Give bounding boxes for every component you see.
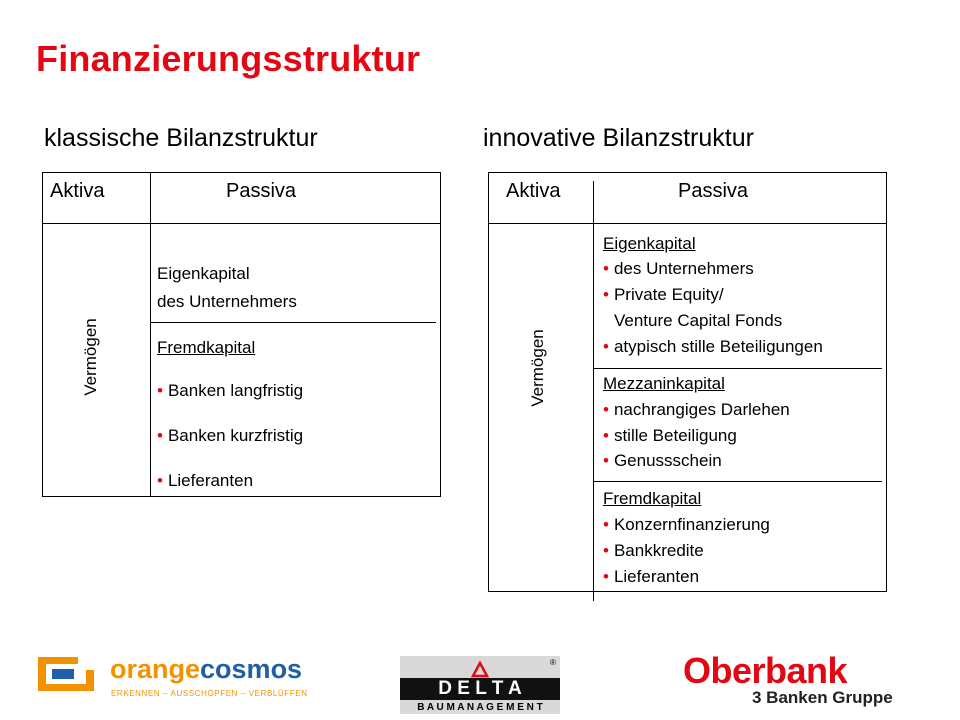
list-item: • Banken kurzfristig	[157, 426, 304, 445]
classic-eigen-divider	[150, 322, 436, 323]
oberbank-wordmark: Oberbank	[683, 650, 848, 691]
bullet-icon: •	[603, 515, 609, 534]
list-item: • Private Equity/	[603, 285, 724, 304]
bullet-icon: •	[157, 471, 163, 490]
innovative-fremdkapital-heading: Fremdkapital	[603, 489, 702, 508]
bullet-icon: •	[603, 541, 609, 560]
list-item: • Banken langfristig	[157, 381, 304, 400]
classic-heading: klassische Bilanzstruktur	[44, 124, 318, 152]
innovative-aktiva-label: Aktiva	[506, 180, 561, 202]
innovative-header-divider	[488, 223, 886, 224]
list-item: • Bankkredite	[603, 541, 704, 560]
bullet-icon: •	[603, 400, 609, 419]
innovative-eigen-divider	[593, 368, 882, 369]
list-item: • nachrangiges Darlehen	[603, 400, 790, 419]
classic-passiva-label: Passiva	[226, 180, 297, 202]
classic-aktiva-label: Aktiva	[50, 180, 105, 202]
bullet-icon: •	[157, 426, 163, 445]
list-item: • Lieferanten	[603, 567, 700, 586]
registered-mark: ®	[550, 658, 556, 667]
innovative-eigenkapital-heading: Eigenkapital	[603, 234, 696, 253]
innovative-column-divider	[593, 181, 594, 601]
list-item: • Genussschein	[603, 451, 722, 470]
bullet-icon: •	[603, 426, 609, 445]
bullet-icon: •	[603, 285, 609, 304]
bullet-icon: •	[603, 259, 609, 278]
innovative-passiva-label: Passiva	[678, 180, 749, 202]
orangecosmos-tagline: ERKENNEN – AUSSCHÖPFEN – VERBLÜFFEN	[111, 689, 308, 698]
classic-table	[42, 172, 441, 497]
classic-header-divider	[42, 223, 440, 224]
delta-letters: D E L T A	[438, 678, 522, 699]
innovative-vermoegen-label: Vermögen	[528, 329, 547, 407]
list-item: • stille Beteiligung	[603, 426, 737, 445]
classic-eigenkapital-line1: Eigenkapital	[157, 264, 250, 283]
classic-fremdkapital-heading: Fremdkapital	[157, 338, 256, 357]
delta-logo	[400, 656, 560, 714]
list-item: • Konzernfinanzierung	[603, 515, 770, 534]
innovative-mezzanin-heading: Mezzaninkapital	[603, 374, 725, 393]
bullet-icon: •	[603, 337, 609, 356]
oberbank-subtitle: 3 Banken Gruppe	[752, 688, 893, 707]
orangecosmos-logo-mark	[38, 657, 94, 691]
list-item: • atypisch stille Beteiligungen	[603, 337, 823, 356]
list-item: • Lieferanten	[157, 471, 254, 490]
bullet-icon: •	[157, 381, 163, 400]
orangecosmos-wordmark: orangecosmos	[110, 654, 303, 684]
classic-vermoegen-label: Vermögen	[81, 318, 100, 396]
page-title: Finanzierungsstruktur	[36, 38, 421, 79]
list-item-continuation: Venture Capital Fonds	[614, 311, 783, 330]
list-item: • des Unternehmers	[603, 259, 754, 278]
innovative-mezzanin-divider	[593, 481, 882, 482]
bullet-icon: •	[603, 451, 609, 470]
innovative-heading: innovative Bilanzstruktur	[483, 124, 754, 152]
classic-eigenkapital-line2: des Unternehmers	[157, 292, 297, 311]
bullet-icon: •	[603, 567, 609, 586]
delta-subtitle: B A U M A N A G E M E N T	[417, 702, 543, 713]
classic-column-divider	[150, 172, 151, 496]
